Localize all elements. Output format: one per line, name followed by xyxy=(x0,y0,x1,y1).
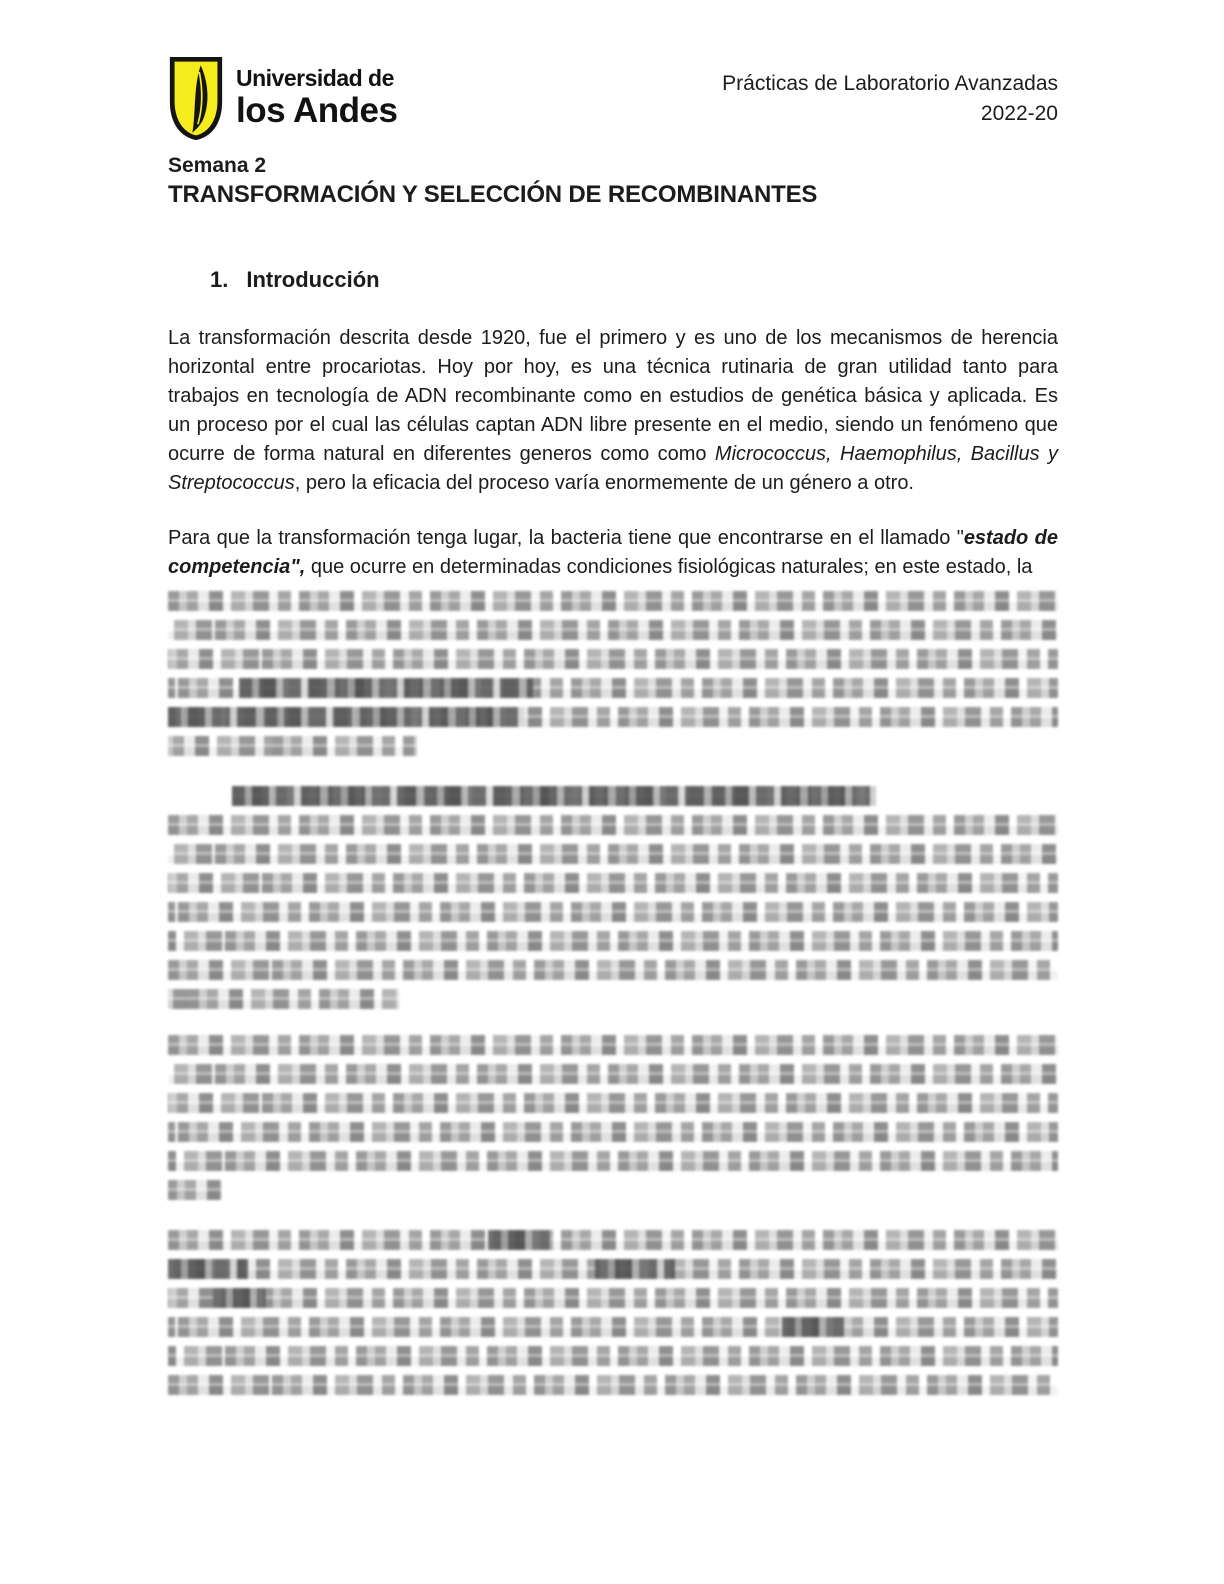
redacted-line xyxy=(168,989,399,1009)
redacted-bold-run xyxy=(168,707,524,727)
redacted-bold-run xyxy=(232,786,876,806)
redacted-bold-run xyxy=(213,1288,266,1308)
redacted-paragraph-5 xyxy=(168,1230,1058,1395)
course-title: Prácticas de Laboratorio Avanzadas xyxy=(722,72,1058,95)
document-title: TRANSFORMACIÓN Y SELECCIÓN DE RECOMBINANTES xyxy=(168,181,818,208)
redacted-bold-run xyxy=(595,1259,675,1279)
text-segment: Para que la transformación tenga lugar, la bacteria tiene que encontrarse en el llamado " xyxy=(168,527,964,549)
redacted-line xyxy=(168,1259,1058,1279)
redacted-line xyxy=(168,844,1058,864)
redacted-paragraph-4 xyxy=(168,1035,1058,1200)
university-logo xyxy=(168,55,397,143)
course-header xyxy=(722,69,1058,129)
redacted-line xyxy=(168,815,1058,835)
redacted-line xyxy=(168,620,1058,640)
text-segment: Micrococcus, Haemophilus, Bacillus y Streptococcus xyxy=(168,443,1058,494)
redacted-line xyxy=(168,1317,1058,1337)
redacted-line xyxy=(168,707,1058,727)
redacted-line xyxy=(168,1122,1058,1142)
intro-paragraph-1 xyxy=(168,324,1058,498)
redacted-line xyxy=(168,1093,1058,1113)
redacted-subsection-1-1-heading xyxy=(232,786,1058,806)
section-1-label: Introducción xyxy=(246,267,380,292)
redacted-line xyxy=(168,1180,221,1200)
redacted-line xyxy=(168,1346,1058,1366)
redacted-line xyxy=(168,678,1058,698)
text-segment: La transformación descrita desde 1920, fue el primero y es uno de los mecanismos de herencia horizontal entre procariotas. Hoy por hoy, es una técnica rutinaria de gran utilidad tanto para trabajos en tecnología de ADN recombinante como en estudios de genética básica y aplicada. Es un proceso por el cual las células captan ADN libre presente en el medio, siendo un fenómeno que ocurre de forma natural en diferentes generos como como xyxy=(168,327,1058,465)
redacted-bold-run xyxy=(488,1230,550,1250)
logo-text-line1: Universidad de xyxy=(236,65,394,91)
logo-text-line2: los Andes xyxy=(236,91,398,130)
redacted-line xyxy=(168,931,1058,951)
text-segment: estado de competencia", xyxy=(168,527,1058,578)
redacted-bold-run xyxy=(168,1259,248,1279)
section-1-heading xyxy=(168,267,1058,293)
redacted-line xyxy=(232,786,876,806)
logo-shield-icon xyxy=(168,55,224,143)
redacted-paragraph-3 xyxy=(168,815,1058,1009)
redacted-bold-run xyxy=(782,1317,844,1337)
redacted-line xyxy=(168,1035,1058,1055)
logo-text xyxy=(236,67,397,128)
redacted-line xyxy=(168,1064,1058,1084)
redacted-line xyxy=(168,873,1058,893)
course-term: 2022-20 xyxy=(980,102,1058,125)
text-segment: , pero la eficacia del proceso varía enormemente de un género a otro. xyxy=(294,472,914,494)
section-1-number: 1. xyxy=(210,267,229,292)
redacted-line xyxy=(168,902,1058,922)
intro-paragraph-2-visible xyxy=(168,524,1058,582)
redacted-line xyxy=(168,736,417,756)
text-segment: que ocurre en determinadas condiciones fisiológicas naturales; en este estado, la xyxy=(305,556,1033,578)
redacted-line xyxy=(168,1288,1058,1308)
page-header xyxy=(168,55,1058,145)
intro-paragraph-2 xyxy=(168,524,1058,756)
redacted-line xyxy=(168,649,1058,669)
week-label: Semana 2 xyxy=(168,154,267,177)
redacted-line xyxy=(168,1230,1058,1250)
redacted-paragraph-2-continuation xyxy=(168,591,1058,756)
redacted-bold-run xyxy=(239,678,533,698)
redacted-line xyxy=(168,960,1058,980)
redacted-line xyxy=(168,1375,1058,1395)
redacted-line xyxy=(168,1151,1058,1171)
redacted-line xyxy=(168,591,1058,611)
